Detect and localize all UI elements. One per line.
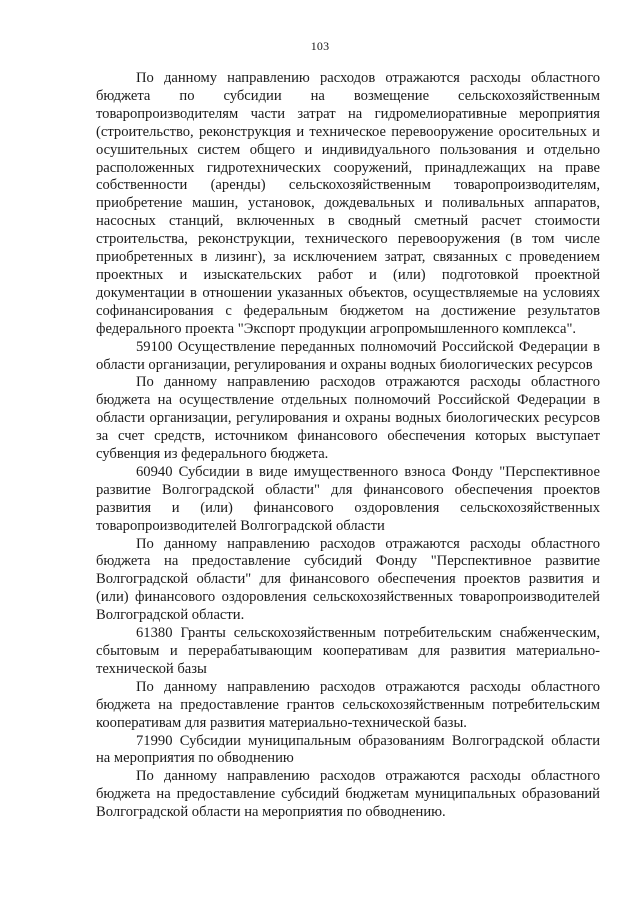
paragraph-71990-description: По данному направлению расходов отражаются расходы областного бюджета на предоставление субсидий бюджетам муниципальных образований Волгоградской области на мероприятия по обводнению. (96, 768, 600, 821)
section-heading-60940: 60940 Субсидии в виде имущественного взноса Фонду "Перспективное развитие Волгоградской области" для финансового обеспечения проектов развития и (или) финансового оздоровления сельскохозяйственных товаропроизводителей Волгоградской области (96, 463, 600, 534)
document-body (96, 70, 600, 822)
page-number: 103 (310, 39, 330, 53)
paragraph-irrigation-subsidy-description: По данному направлению расходов отражаются расходы областного бюджета по субсидии на возмещение сельскохозяйственным товаропроизводителям части затрат на гидромелиоративные мероприятия (строительство, реконструкция и техническое перевооружение оросительных и осушительных систем общего и индивидуального пользования и отдельно расположенных гидротехнических сооружений, принадлежащих на праве собственности (аренды) сельскохозяйственным товаропроизводителям, приобретение машин, установок, дождевальных и поливальных аппаратов, насосных станций, включенных в сводный сметный расчет стоимости строительства, реконструкции, технического перевооружения (в том числе приобретенных в лизинг), за исключением затрат, связанных с проведением проектных и изыскательских работ и (или) подготовкой проектной документации в отношении указанных объектов, осуществляемые на условиях софинансирования с федеральным бюджетом на достижение результатов федерального проекта "Экспорт продукции агропромышленного комплекса". (96, 70, 600, 337)
paragraph-61380-description: По данному направлению расходов отражаются расходы областного бюджета на предоставление грантов сельскохозяйственным потребительским кооперативам для развития материально-технической базы. (96, 678, 600, 731)
paragraph-59100-description: По данному направлению расходов отражаются расходы областного бюджета на осуществление отдельных полномочий Российской Федерации в области организации, регулирования и охраны водных биологических ресурсов за счет средств, источником финансового обеспечения которых выступает субвенция из федерального бюджета. (96, 374, 600, 463)
section-heading-61380: 61380 Гранты сельскохозяйственным потребительским снабженческим, сбытовым и перерабатывающим кооперативам для развития материально-технической базы (96, 625, 600, 677)
section-heading-59100: 59100 Осуществление переданных полномочий Российской Федерации в области организации, регулирования и охраны водных биологических ресурсов (96, 338, 600, 373)
section-heading-71990: 71990 Субсидии муниципальным образованиям Волгоградской области на мероприятия по обводнению (96, 732, 600, 767)
paragraph-60940-description: По данному направлению расходов отражаются расходы областного бюджета на предоставление субсидий Фонду "Перспективное развитие Волгоградской области" для финансового обеспечения проектов развития и (или) финансового оздоровления сельскохозяйственных товаропроизводителей Волгоградской области. (96, 535, 600, 624)
